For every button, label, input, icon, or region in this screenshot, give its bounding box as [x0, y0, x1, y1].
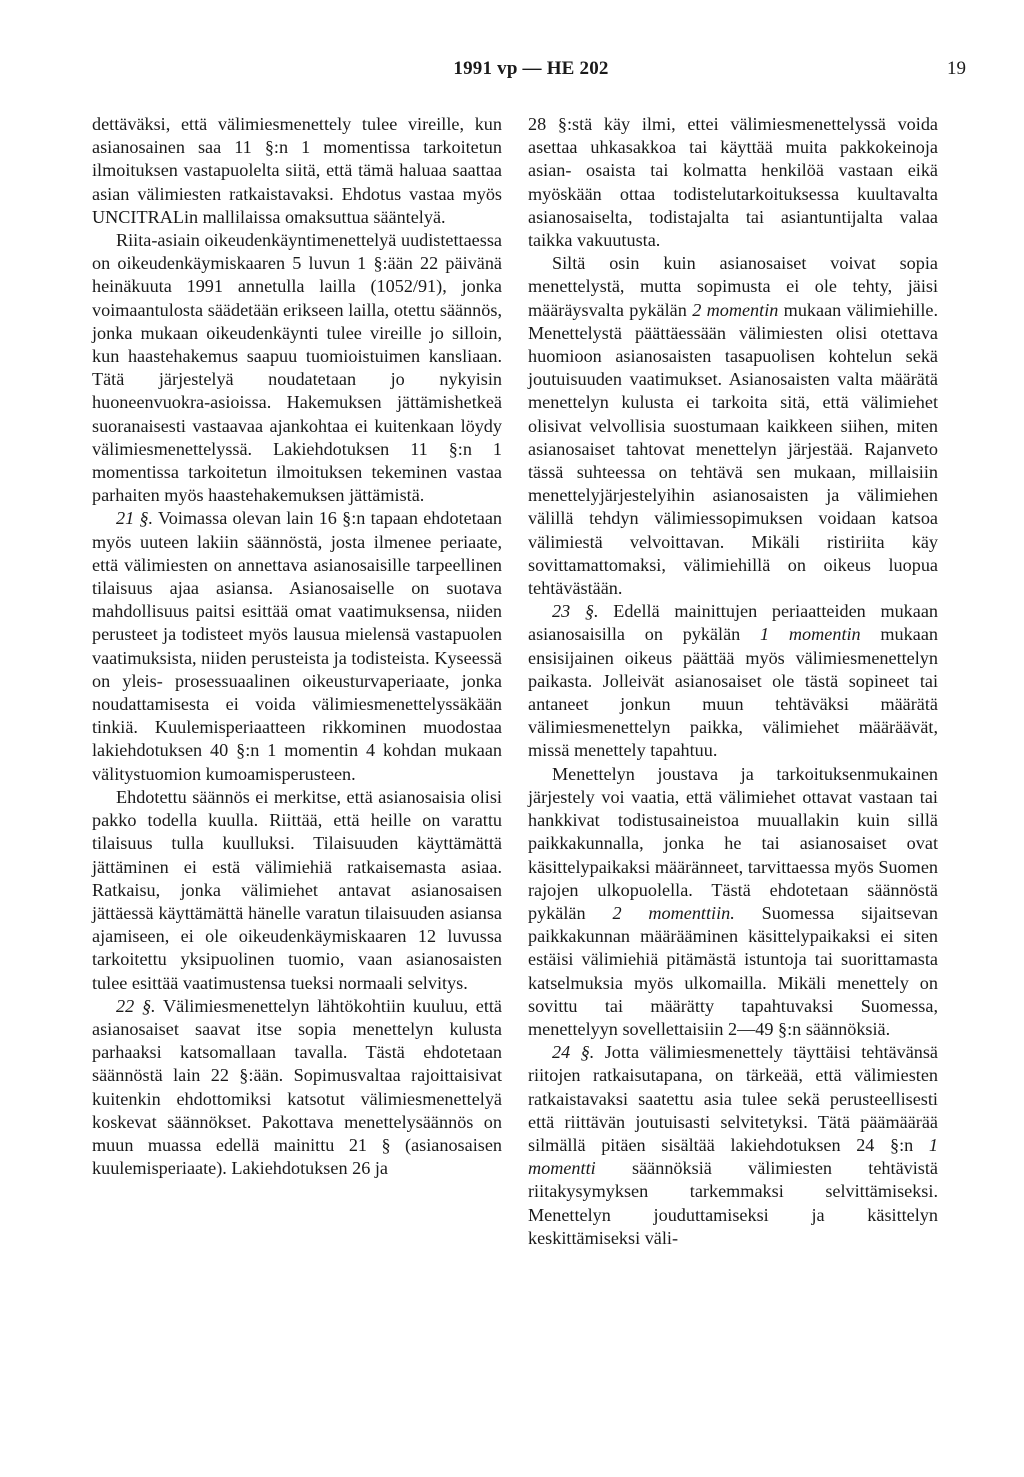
page-header: [96, 58, 966, 84]
paragraph: Menettelyn joustava ja tarkoituksenmukainen järjestely voi vaatia, että välimiehet ottavat vastaan tai hankkivat todistusaineistoa muuallakin kuin sillä paikkakunnalla, jonka he tai asianosaiset ovat käsittelypaikaksi määränneet, tarvittaessa myös Suomen rajojen ulkopuolella. Tästä ehdotetaan säännöstä pykälän 2 momenttiin. Suomessa sijaitsevan paikkakunnan määrääminen käsittelypaikaksi ei siten estäisi välimiehiä pitämästä istuntoja tai suorittamasta katselmuksia myös ulkomailla. Mikäli menettely on sovittu tai määrätty tapahtuvaksi Suomessa, menettelyyn sovellettaisiin 2—49 §:n säännöksiä.: [528, 763, 938, 1039]
paragraph: Riita-asiain oikeudenkäyntimenettelyä uudistettaessa on oikeudenkäymiskaaren 5 luvun 1 §:ään 22 päivänä heinäkuuta 1991 annetulla lailla (1052/91), jonka voimaantulosta säädetään erikseen lailla, otettu säännös, jonka mukaan oikeudenkäynti tulee vireille jo silloin, kun haastehakemus saapuu tuomioistuimen kansliaan. Tätä järjestelyä noudatetaan jo nykyisin huoneenvuokra-asioissa. Hakemuksen jättämishetkeä suoranaisesti vastaavaa ajankohtaa ei kuitenkaan löydy välimiesmenettelyssä. Lakiehdotuksen 11 §:n 1 momentissa tarkoitetun ilmoituksen tekeminen vastaa parhaiten myös haastehakemuksen jättämistä.: [92, 230, 502, 506]
italic-ref: 1 momentin: [760, 624, 861, 645]
section-ref: 22 §.: [116, 995, 156, 1016]
italic-ref: 2 momenttiin.: [612, 902, 735, 923]
page-number: 19: [947, 58, 966, 79]
section-23-paragraph: 23 §. Edellä mainittujen periaatteiden mukaan asianosaisilla on pykälän 1 momentin mukaan ensisijainen oikeus päättää myös välimiesmenettelyn paikasta. Jolleivät asianosaiset ole tästä sopineet tai antaneet jonkun muun tehtäväksi määrätä välimiesmenettelyn paikka, välimiehet määräävät, missä menettely tapahtuu.: [528, 601, 939, 761]
left-column: [92, 113, 502, 1180]
section-21-paragraph: 21 §. Voimassa olevan lain 16 §:n tapaan ehdotetaan myös uuteen lakiin säännöstä, josta ilmenee periaate, että välimiesten on annettava asianosaisille tarpeellinen tilaisuus ajaa asiansa. Asianosaiselle on suotava mahdollisuus paitsi esittää omat vaatimuksensa, niiden perusteet ja todisteet myös lausua mielensä vastapuolen vaatimuksista, niiden perusteista ja todisteista. Kyseessä on yleis- prosessuaalinen oikeusturvaperiaate, jonka noudattamisesta ei voida välimiesmenettelyssäkään tinkiä. Kuulemisperiaatteen rikkominen muodostaa lakiehdotuksen 40 §:n 1 momentin 4 kohdan mukaan välitystuomion kumoamisperusteen.: [92, 508, 503, 784]
paragraph: Ehdotettu säännös ei merkitse, että asianosaisia olisi pakko todella kuulla. Riittää, että heille on varattu tilaisuus tulla kuulluksi. Tilaisuuden käyttämättä jättäminen ei estä välimiehiä ratkaisemasta asiaa. Ratkaisu, jonka välimiehet antavat asianosaisen jättäessä käyttämättä hänelle varatun tilaisuuden asiansa ajamiseen, ei ole oikeudenkäymiskaaren 12 luvussa tarkoitettu yksipuolinen tuomio, vaan asianosaisten tulee esittää vaatimustensa tueksi normaali selvitys.: [92, 786, 502, 993]
right-column: [528, 113, 938, 1250]
italic-ref: 1 momentti: [528, 1134, 938, 1179]
italic-ref: 2 momentin: [692, 299, 779, 320]
section-ref: 23 §.: [552, 601, 599, 622]
paragraph: dettäväksi, että välimiesmenettely tulee vireille, kun asianosainen saa 11 §:n 1 momentissa tarkoitetun ilmoituksen vastapuolelta siitä, että tämä haluaa saattaa asian välimiesten ratkaistavaksi. Ehdotus vastaa myös UNCITRALin mallilaissa omaksuttua sääntelyä.: [92, 114, 502, 227]
section-ref: 21 §.: [116, 508, 154, 529]
paragraph: Siltä osin kuin asianosaiset voivat sopia menettelystä, mutta sopimusta ei ole tehty, jäisi määräysvalta pykälän 2 momentin mukaan välimiehille. Menettelystä päättäessään välimiesten olisi otettava huomioon asianosaisten tasapuolisen kohtelun sekä joutuisuuden vaatimukset. Asianosaisten valta määrätä menettelyn kulusta ei tarkoita sitä, että välimiehet olisivat velvollisia suostumaan kaikkeen siihen, miten asianosaiset tahtovat menettelyn järjestää. Rajanveto tässä suhteessa on tehtävä sen mukaan, millaisiin menettelyjärjestelyihin asianosaisten ja välimiehen välillä tehdyn välimiessopimuksen voidaan katsoa välimiestä velvoittavan. Mikäli ristiriita käy sovittamattomaksi, välimiehillä on oikeus luopua tehtävästään.: [528, 253, 938, 599]
section-24-paragraph: 24 §. Jotta välimiesmenettely täyttäisi tehtävänsä riitojen ratkaisutapana, on tärkeää, että välimiesten ratkaistavaksi saatettu asia tulee sekä perusteellisesti että riittävän joutuisasti selvitetyksi. Tätä päämäärää silmällä pitäen sisältää lakiehdotuksen 24 §:n 1 momentti säännöksiä välimiesten tehtävistä riitakysymyksen tarkemmaksi selvittämiseksi. Menettelyn jouduttamiseksi ja käsittelyn keskittämiseksi väli-: [528, 1042, 939, 1248]
paragraph: 28 §:stä käy ilmi, ettei välimiesmenettelyssä voida asettaa uhkasakkoa tai käyttää muita pakkokeinoja asian- osaista tai kolmatta henkilöä vastaan eikä myöskään ottaa todistelutarkoituksessa kuultavalta asianosaiselta, todistajalta tai asiantuntijalta valaa taikka vakuutusta.: [528, 114, 938, 251]
section-22-paragraph: 22 §. Välimiesmenettelyn lähtökohtiin kuuluu, että asianosaiset saavat itse sopia menettelyn kulusta parhaaksi katsomallaan tavalla. Tästä ehdotetaan säännöstä lain 22 §:ään. Sopimusvaltaa rajoittaisivat kuitenkin ehdottomiksi katsotut välimiesmenettelyä koskevat säännökset. Pakottava menettelysäännös on muun muassa edellä mainittu 21 § (asianosaisen kuulemisperiaate). Lakiehdotuksen 26 ja: [92, 995, 502, 1179]
running-head: 1991 vp — HE 202: [453, 58, 609, 79]
section-ref: 24 §.: [552, 1042, 595, 1063]
